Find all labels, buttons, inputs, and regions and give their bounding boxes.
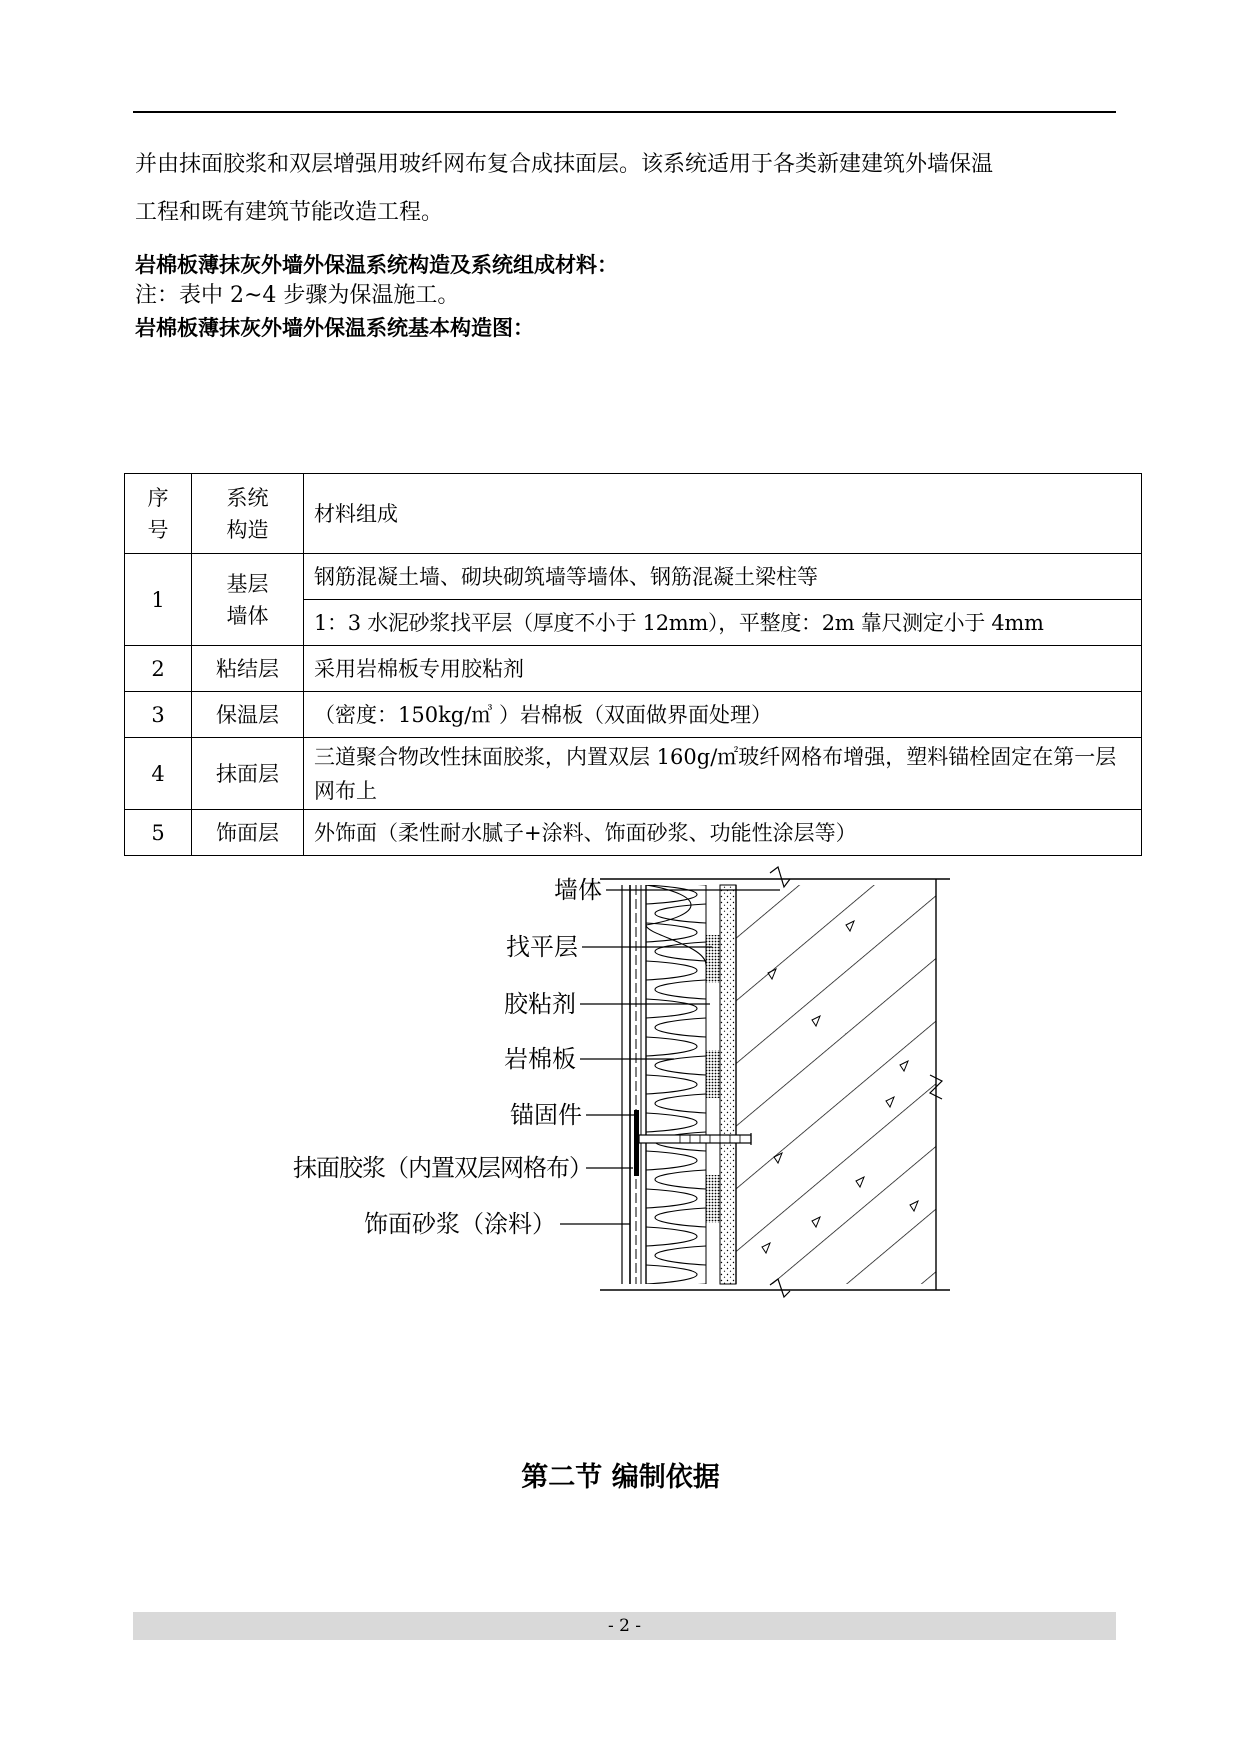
row-materials: 采用岩棉板专用胶粘剂 xyxy=(304,646,1142,692)
page-number: - 2 - xyxy=(607,1616,642,1636)
table-row xyxy=(125,810,1142,856)
insulation-wave xyxy=(655,866,706,1305)
label-anchor: 锚固件 xyxy=(510,1101,582,1129)
row-layer: 保温层 xyxy=(192,692,304,738)
table-row xyxy=(125,554,1142,600)
heading-construction-diagram: 岩棉板薄抹灰外墙外保温系统基本构造图： xyxy=(135,316,534,340)
wall-section-drawing xyxy=(300,865,960,1305)
header-rule xyxy=(133,111,1116,113)
materials-table xyxy=(124,473,1142,856)
label-wall: 墙体 xyxy=(554,876,602,904)
insulation-wave xyxy=(646,865,697,1305)
label-finish-mortar: 饰面砂浆（涂料） xyxy=(364,1210,556,1238)
table-header-row xyxy=(125,474,1142,554)
heading-system-materials: 岩棉板薄抹灰外墙外保温系统构造及系统组成材料： xyxy=(135,253,618,277)
label-base-coat: 抹面胶浆（内置双层网格布） xyxy=(293,1154,592,1182)
body-text-line-2: 工程和既有建筑节能改造工程。 xyxy=(135,200,444,225)
row-seq: 4 xyxy=(125,738,192,810)
row-seq: 2 xyxy=(125,646,192,692)
concrete-wall-hatch xyxy=(736,885,936,1284)
row-seq: 3 xyxy=(125,692,192,738)
row-materials: 钢筋混凝土墙、砌块砌筑墙等墙体、钢筋混凝土梁柱等 xyxy=(304,554,1142,600)
row-seq: 1 xyxy=(125,554,192,646)
row-materials: 1：3 水泥砂浆找平层（厚度不小于 12mm），平整度：2m 靠尺测定小于 4mm xyxy=(304,600,1142,646)
note-text: 注：表中 2~4 步骤为保温施工。 xyxy=(135,283,460,308)
header-materials: 材料组成 xyxy=(304,474,1142,554)
row-materials: （密度：150kg/㎥ ）岩棉板（双面做界面处理） xyxy=(304,692,1142,738)
page-number-footer xyxy=(133,1612,1116,1640)
row-materials: 三道聚合物改性抹面胶浆，内置双层 160g/㎡玻纤网格布增强，塑料锚栓固定在第一层网布上 xyxy=(304,738,1142,810)
header-seq: 序号 xyxy=(125,474,192,554)
label-leveling-layer: 找平层 xyxy=(506,933,578,961)
row-layer: 抹面层 xyxy=(192,738,304,810)
label-adhesive: 胶粘剂 xyxy=(504,990,576,1018)
table-row xyxy=(125,738,1142,810)
row-materials: 外饰面（柔性耐水腻子+涂料、饰面砂浆、功能性涂层等） xyxy=(304,810,1142,856)
table-row xyxy=(125,692,1142,738)
row-layer: 基层墙体 xyxy=(192,554,304,646)
table-row xyxy=(125,646,1142,692)
row-seq: 5 xyxy=(125,810,192,856)
body-text-line-1: 并由抹面胶浆和双层增强用玻纤网布复合成抹面层。该系统适用于各类新建建筑外墙保温 xyxy=(135,152,994,177)
label-rock-wool-board: 岩棉板 xyxy=(504,1045,576,1073)
section-title: 第二节 编制依据 xyxy=(521,1462,720,1493)
construction-diagram xyxy=(293,865,960,1305)
header-construction: 系统构造 xyxy=(192,474,304,554)
row-layer: 粘结层 xyxy=(192,646,304,692)
row-layer: 饰面层 xyxy=(192,810,304,856)
